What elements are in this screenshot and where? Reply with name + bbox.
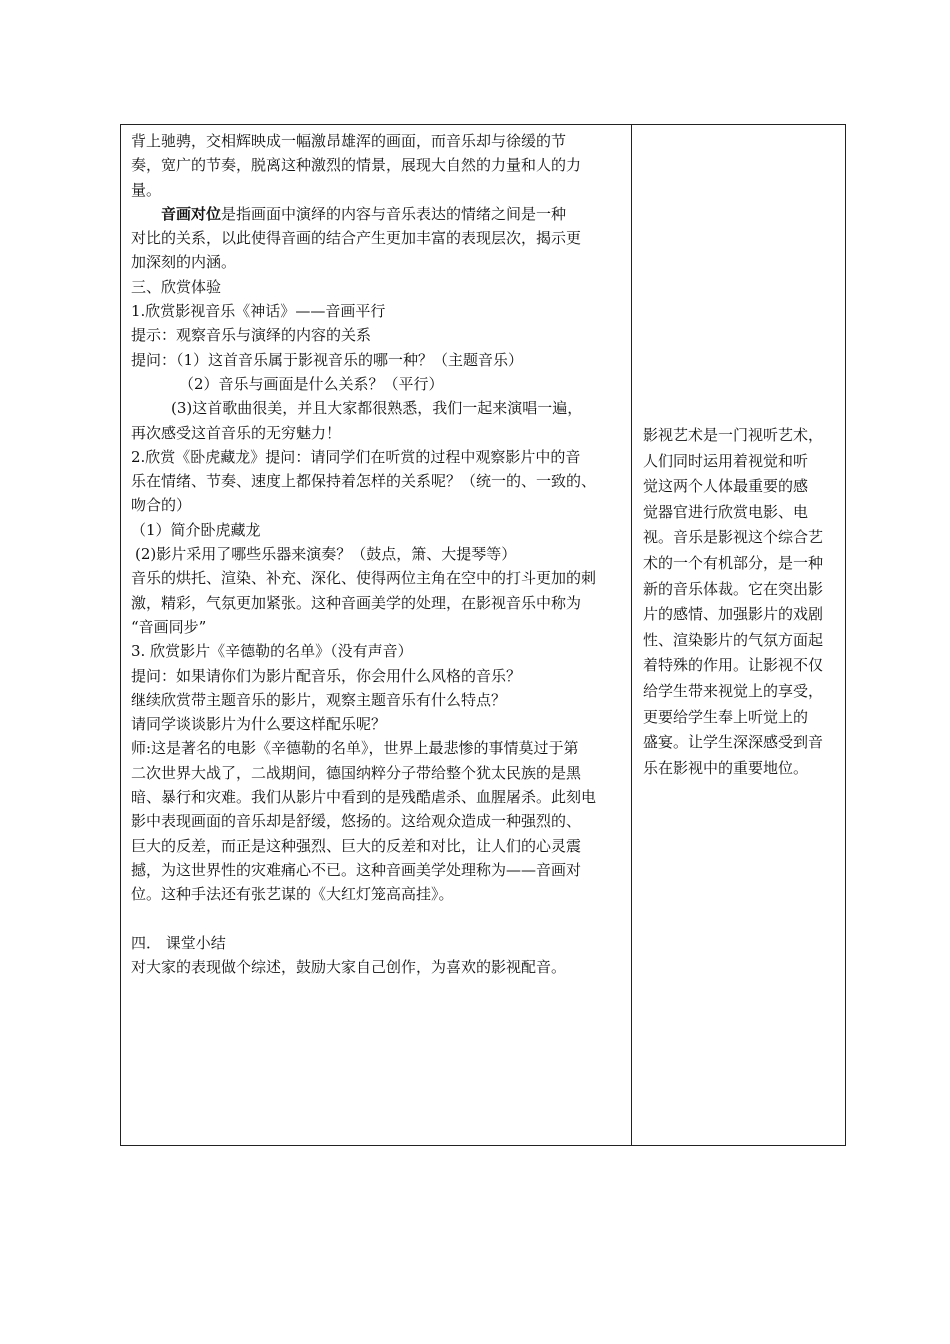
design-intent-cell <box>643 423 841 781</box>
text-line: 音乐的烘托、渲染、补充、深化、使得两位主角在空中的打斗更加的刺 <box>131 569 597 588</box>
text-line: 视。音乐是影视这个综合艺 <box>643 528 824 547</box>
text-line: 乐在情绪、节奏、速度上都保持着怎样的关系呢？（统一的、一致的、 <box>131 472 597 491</box>
text-line: 更要给学生奉上听觉上的 <box>643 707 809 726</box>
text-line: 性、渲染影片的气氛方面起 <box>643 630 824 649</box>
text-line: 新的音乐体裁。它在突出影 <box>643 579 824 598</box>
section-heading: 四． 课堂小结 <box>131 933 226 952</box>
text-span: 是指画面中演绎的内容与音乐表达的情绪之间是一种 <box>221 204 567 223</box>
text-line: 片的感情、加强影片的戏剧 <box>643 605 824 624</box>
text-line: 给学生带来视觉上的享受， <box>643 681 824 700</box>
text-line: 影视艺术是一门视听艺术， <box>643 426 824 444</box>
text-line: 撼，为这世界性的灾难痛心不已。这种音画美学处理称为——音画对 <box>131 860 582 879</box>
term-counterpoint: 音画对位 <box>161 204 222 223</box>
text-line: 对大家的表现做个综述，鼓励大家自己创作，为喜欢的影视配音。 <box>131 958 567 977</box>
text-line: 人们同时运用着视觉和听 <box>643 451 809 470</box>
text-line: （2）音乐与画面是什么关系？（平行） <box>179 374 444 393</box>
paragraph-counterpoint <box>131 202 627 226</box>
text-line: 对比的关系，以此使得音画的结合产生更加丰富的表现层次，揭示更 <box>131 229 582 248</box>
text-line: 暗、暴行和灾难。我们从影片中看到的是残酷虐杀、血腥屠杀。此刻电 <box>131 788 597 807</box>
text-line: 觉这两个人体最重要的感 <box>643 477 809 496</box>
section-heading: 三、欣赏体验 <box>131 277 222 296</box>
text-line: 提问：如果请你们为影片配音乐，你会用什么风格的音乐？ <box>131 666 522 685</box>
text-line: 觉器官进行欣赏电影、电 <box>643 502 809 521</box>
text-line: 提问：（1）这首音乐属于影视音乐的哪一种？（主题音乐） <box>131 350 524 369</box>
blank-line <box>131 907 627 931</box>
text-line: 吻合的） <box>131 496 192 515</box>
text-line: (2)影片采用了哪些乐器来演奏？（鼓点，箫、大提琴等） <box>135 545 517 564</box>
text-line: 再次感受这首音乐的无穷魅力！ <box>131 423 342 442</box>
text-line: 巨大的反差，而正是这种强烈、巨大的反差和对比，让人们的心灵震 <box>131 836 582 855</box>
item-heading: 1.欣赏影视音乐《神话》——音画平行 <box>131 302 386 321</box>
text-line: 提示：观察音乐与演绎的内容的关系 <box>131 326 372 345</box>
text-line: 请同学谈谈影片为什么要这样配乐呢？ <box>131 715 387 734</box>
text-line: 位。这种手法还有张艺谋的《大红灯笼高高挂》。 <box>131 885 454 904</box>
teaching-process-cell <box>131 129 627 979</box>
text-line: 师:这是著名的电影《辛德勒的名单》，世界上最悲惨的事情莫过于第 <box>131 739 579 758</box>
text-line: 继续欣赏带主题音乐的影片，观察主题音乐有什么特点？ <box>131 690 507 709</box>
text-line: (3)这首歌曲很美，并且大家都很熟悉，我们一起来演唱一遍， <box>171 399 583 418</box>
text-line: 激，精彩，气氛更加紧张。这种音画美学的处理，在影视音乐中称为 <box>131 593 582 612</box>
item-heading: 3. 欣赏影片《辛德勒的名单》（没有声音） <box>131 642 413 661</box>
text-line: 盛宴。让学生深深感受到音 <box>643 733 824 752</box>
text-line: 背上驰骋，交相辉映成一幅激昂雄浑的画面，而音乐却与徐缓的节 <box>131 132 567 150</box>
text-line: 量。 <box>131 180 162 199</box>
column-divider <box>631 125 632 1145</box>
lesson-table <box>120 124 846 1146</box>
text-line: 加深刻的内涵。 <box>131 253 237 272</box>
text-line: 奏，宽广的节奏，脱离这种激烈的情景，展现大自然的力量和人的力 <box>131 156 582 175</box>
text-line: 乐在影视中的重要地位。 <box>643 758 809 777</box>
item-heading: 2.欣赏《卧虎藏龙》提问：请同学们在听赏的过程中观察影片中的音 <box>131 447 581 466</box>
text-line: “音画同步” <box>131 617 207 636</box>
text-line: 影中表现画面的音乐却是舒缓，悠扬的。这给观众造成一种强烈的、 <box>131 812 582 831</box>
text-line: （1）简介卧虎藏龙 <box>131 520 261 539</box>
text-line: 术的一个有机部分，是一种 <box>643 553 824 572</box>
text-line: 着特殊的作用。让影视不仅 <box>643 656 824 675</box>
text-line: 二次世界大战了，二战期间，德国纳粹分子带给整个犹太民族的是黑 <box>131 763 582 782</box>
